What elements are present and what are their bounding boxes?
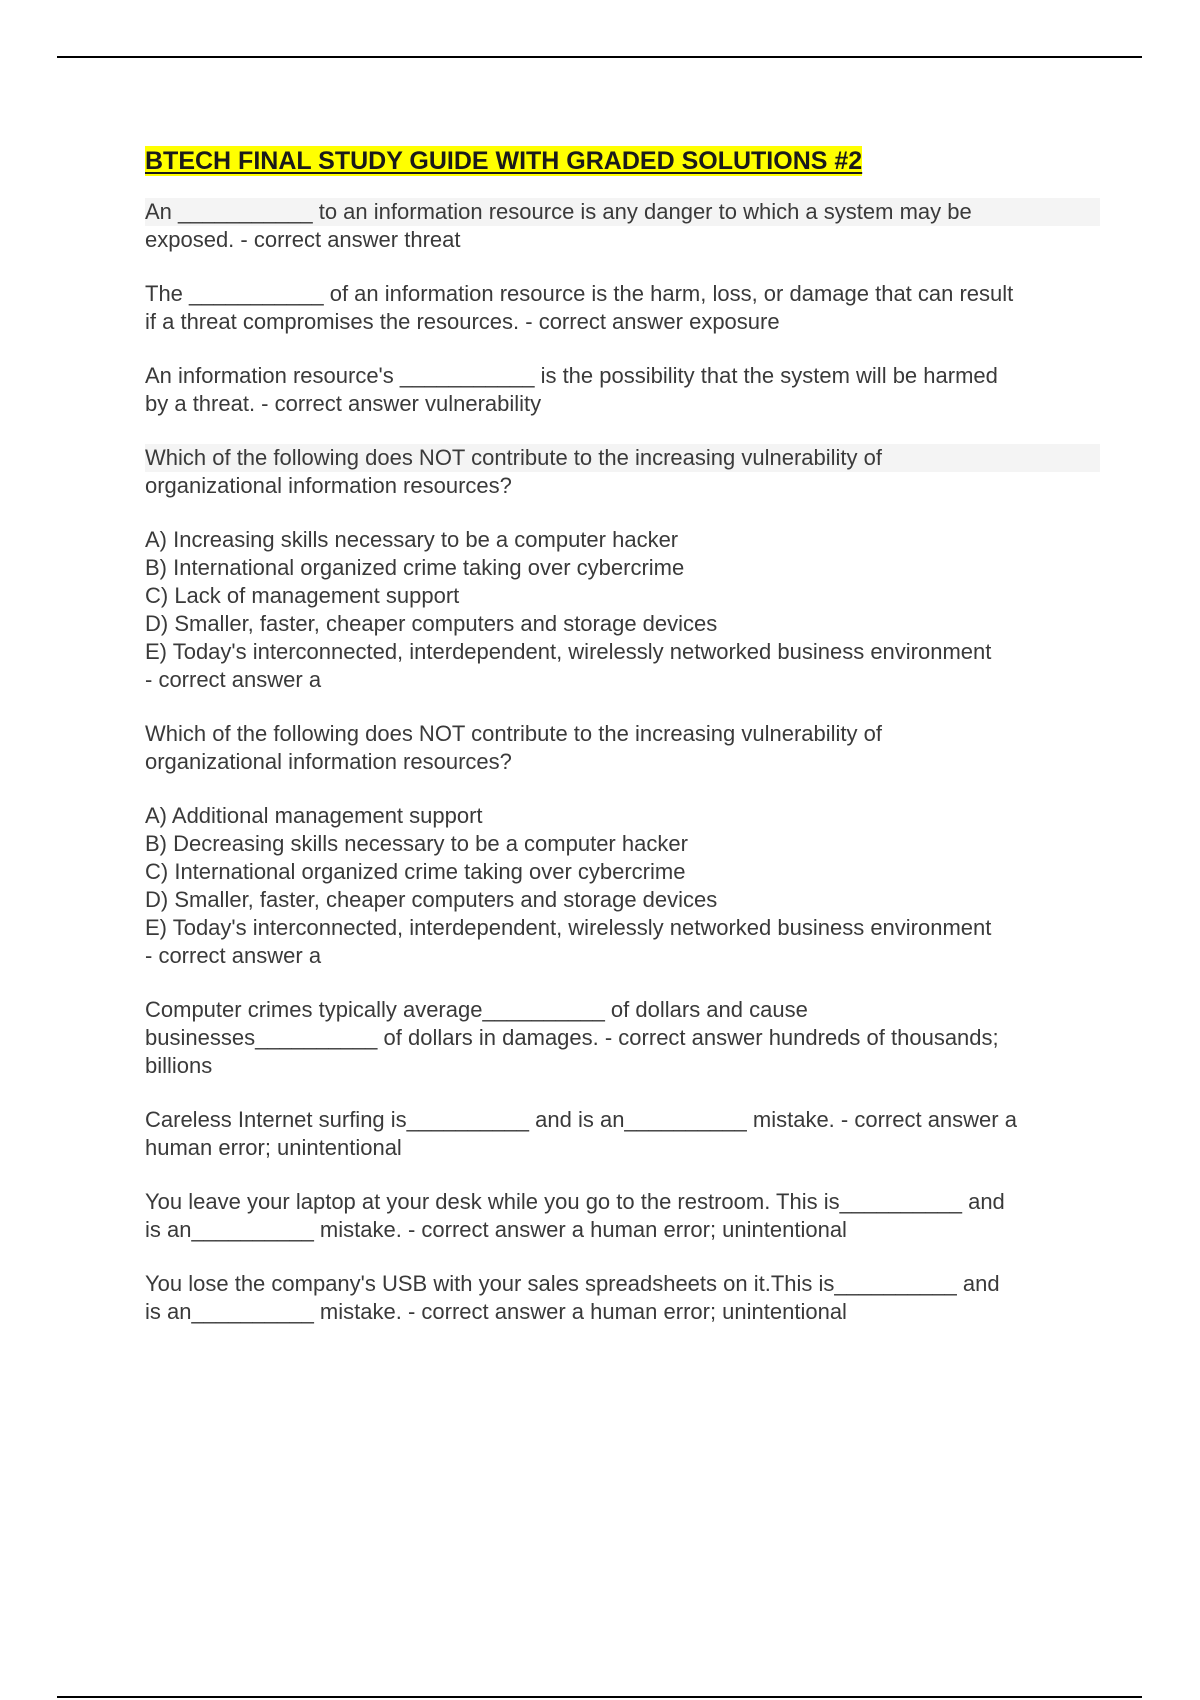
- question-5-options: [145, 802, 1100, 970]
- document-title: BTECH FINAL STUDY GUIDE WITH GRADED SOLUTIONS #2: [145, 147, 863, 175]
- question-text: Computer crimes typically average__________ of dollars and cause: [145, 997, 808, 1022]
- option-item: B) Decreasing skills necessary to be a computer hacker: [145, 831, 688, 856]
- question-answer: exposed. - correct answer threat: [145, 227, 461, 252]
- question-answer: is an__________ mistake. - correct answer a human error; unintentional: [145, 1217, 847, 1242]
- question-text: The ___________ of an information resource is the harm, loss, or damage that can result: [145, 281, 1014, 306]
- question-text: Careless Internet surfing is__________ and is an__________ mistake. - correct answer a: [145, 1107, 1017, 1132]
- question-answer: if a threat compromises the resources. - correct answer exposure: [145, 309, 780, 334]
- question-answer: human error; unintentional: [145, 1135, 402, 1160]
- option-item: D) Smaller, faster, cheaper computers and storage devices: [145, 611, 718, 636]
- top-rule: [57, 56, 1142, 58]
- option-item: C) International organized crime taking over cybercrime: [145, 859, 686, 884]
- option-item: E) Today's interconnected, interdependent, wirelessly networked business environment: [145, 915, 992, 940]
- question-7: [145, 1106, 1100, 1162]
- question-text: You leave your laptop at your desk while you go to the restroom. This is__________ and: [145, 1189, 1005, 1214]
- document-body: [145, 146, 1100, 1352]
- question-8: [145, 1188, 1100, 1244]
- correct-answer: - correct answer a: [145, 943, 322, 968]
- question-3: [145, 362, 1100, 418]
- question-text: organizational information resources?: [145, 473, 512, 498]
- question-text: Which of the following does NOT contribute to the increasing vulnerability of: [145, 721, 882, 746]
- question-text: You lose the company's USB with your sales spreadsheets on it.This is__________ and: [145, 1271, 1000, 1296]
- question-text: Which of the following does NOT contribute to the increasing vulnerability of: [145, 444, 1100, 472]
- question-text: businesses__________ of dollars in damages. - correct answer hundreds of thousands;: [145, 1025, 999, 1050]
- option-item: E) Today's interconnected, interdependent, wirelessly networked business environment: [145, 639, 992, 664]
- option-item: A) Additional management support: [145, 803, 483, 828]
- question-6: [145, 996, 1100, 1080]
- question-text: organizational information resources?: [145, 749, 512, 774]
- option-item: D) Smaller, faster, cheaper computers and storage devices: [145, 887, 718, 912]
- option-item: A) Increasing skills necessary to be a computer hacker: [145, 527, 679, 552]
- question-5: [145, 720, 1100, 776]
- correct-answer: - correct answer a: [145, 667, 322, 692]
- question-text: An information resource's ___________ is the possibility that the system will be harmed: [145, 363, 998, 388]
- question-text: An ___________ to an information resource is any danger to which a system may be: [145, 198, 1100, 226]
- question-answer: billions: [145, 1053, 213, 1078]
- question-answer: by a threat. - correct answer vulnerability: [145, 391, 542, 416]
- question-answer: is an__________ mistake. - correct answer a human error; unintentional: [145, 1299, 847, 1324]
- question-1: [145, 198, 1100, 254]
- option-item: B) International organized crime taking over cybercrime: [145, 555, 685, 580]
- question-4: [145, 444, 1100, 500]
- question-9: [145, 1270, 1100, 1326]
- question-2: [145, 280, 1100, 336]
- question-4-options: [145, 526, 1100, 694]
- option-item: C) Lack of management support: [145, 583, 460, 608]
- bottom-rule: [57, 1696, 1142, 1698]
